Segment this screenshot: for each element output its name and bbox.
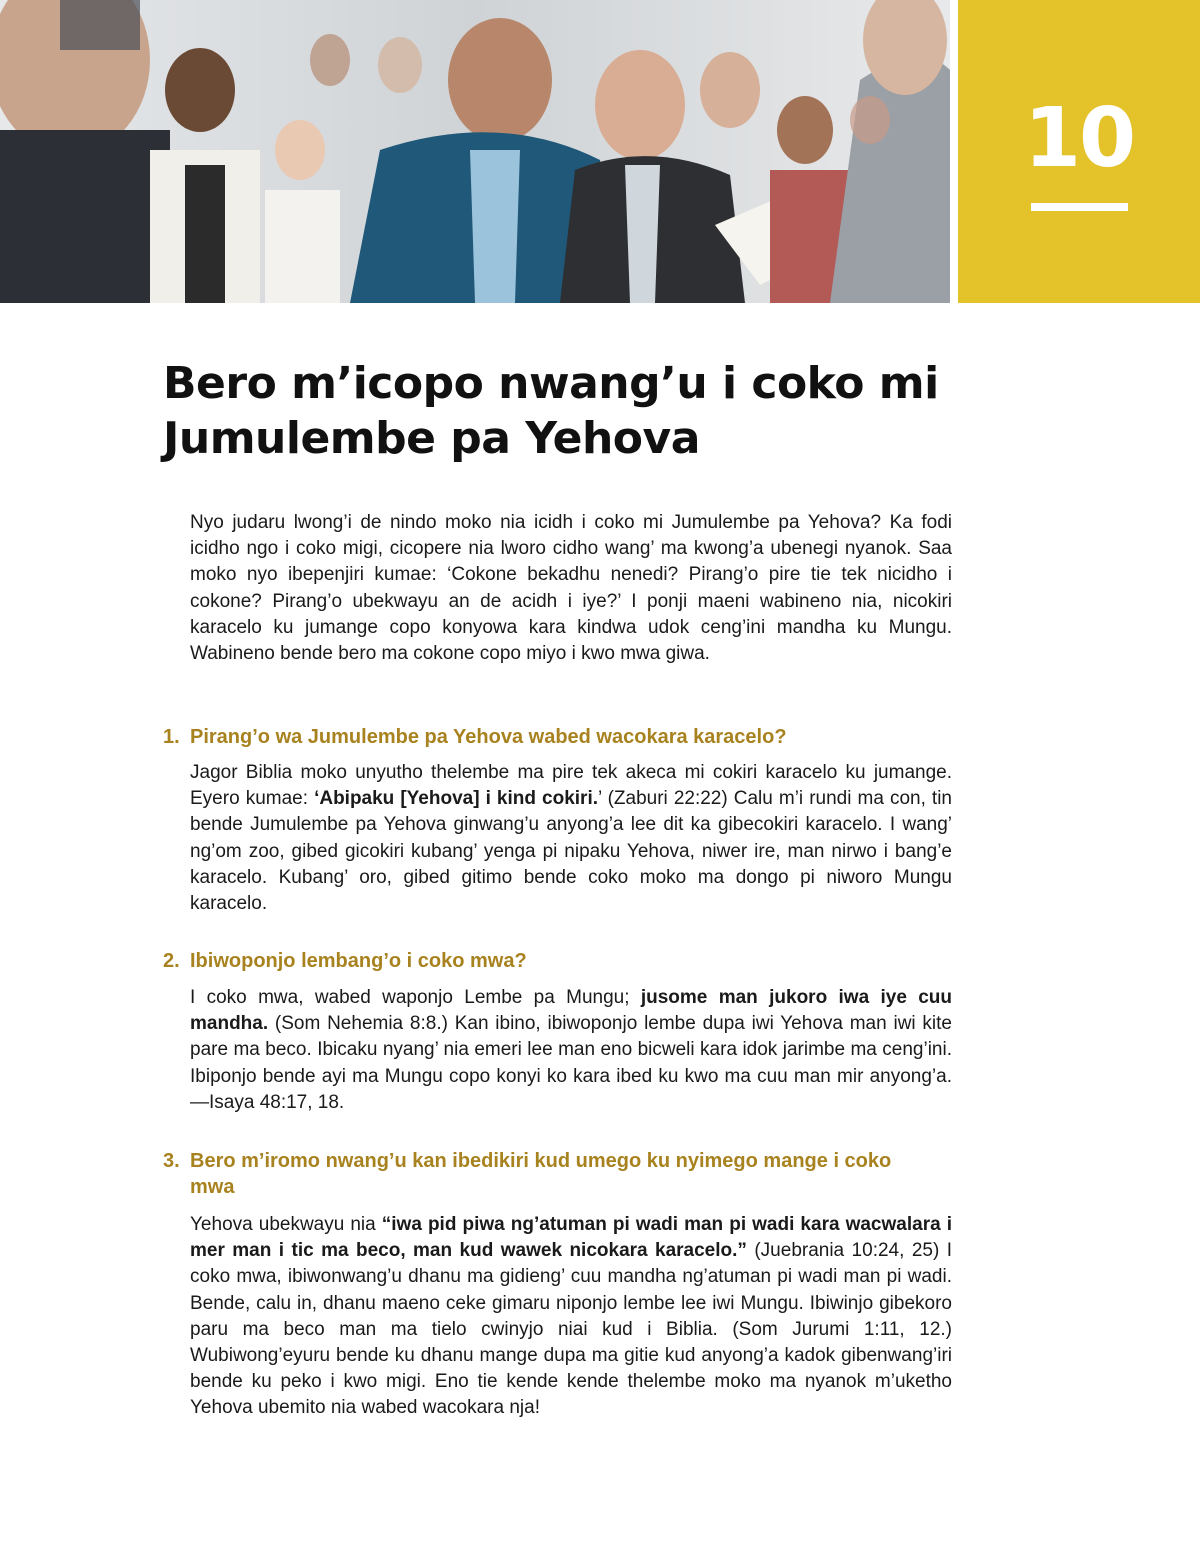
answer-text: (Som Nehemia 8:8.) Kan ibino, ibiwoponjo lembe dupa iwi Yehova man iwi kite pare ma beco. Ibicaku nyang’ nia emeri lee man eno bicweli kara idok jarimbe ma ceng’ini. Ibiponjo bende ayi ma Mungu copo konyi ko kara ibed ku kwo ma cuu man mir anyong’a.—Isaya 48:17, 18. — [190, 1013, 952, 1113]
answer-text: Jagor Biblia moko unyutho thelembe ma pire tek akeca mi cokiri karacelo ku jumange. Eyero kumae: — [190, 762, 952, 810]
question-number: 2. — [163, 950, 180, 972]
answer-text: Yehova ubekwayu nia — [190, 1214, 382, 1235]
chapter-number: 10 — [1023, 91, 1135, 186]
answer-text: I coko mwa, wabed waponjo Lembe pa Mungu; — [190, 987, 641, 1008]
chapter-badge — [958, 0, 1200, 303]
header-photo — [0, 0, 950, 303]
answer-emphasis: “iwa pid piwa ng’atuman pi wadi man pi wadi kara wacwalara i mer man i tic ma beco, man kud wawek nicokara karacelo.” — [190, 1214, 952, 1262]
answer-text: ’ (Zaburi 22:22) Calu m’i rundi ma con, tin bende Jumulembe pa Yehova ginwang’u anyong’a lee dit ka gibecokiri karacelo. I wang’ ng’om zoo, gibed gicokiri kubang’ yenga pi nipaku Yehova, niwer ire, man nirwo i bang’e karacelo. Kubang’ oro, gibed gitimo bende coko moko ma dongo pi niworo Mungu karacelo. — [190, 788, 953, 915]
question-number: 3. — [163, 1150, 180, 1172]
question-text: Pirang’o wa Jumulembe pa Yehova wabed wacokara karacelo? — [190, 726, 787, 748]
chapter-rule — [1031, 203, 1128, 211]
page-title: Bero m’icopo nwang’u i coko mi Jumulembe pa Yehova — [163, 358, 939, 464]
question-3 — [163, 1148, 953, 1200]
question-text: Ibiwoponjo lembang’o i coko mwa? — [190, 950, 527, 972]
answer-text: (Juebrania 10:24, 25) I coko mwa, ibiwonwang’u dhanu ma gidieng’ cuu mandha ng’atuman pi wadi man pi wadi. Bende, calu in, dhanu maeno ceke gimaru niponjo lembe lee iwi Mungu. Ibiwinjo gibekoro paru ma beco man ma tielo cwinyjo niai kud i Biblia. (Som Jurumi 1:11, 12.) Wubiwong’eyuru bende ku dhanu mange dupa ma gitie kud anyong’a kadok gibenwang’iri bende ku peko i kwo migi. Eno tie kende kende thelembe moko ma nyanok m’uketho Yehova ubemito nia wabed wacokara nja! — [190, 1240, 952, 1419]
answer-emphasis: jusome man jukoro iwa iye cuu mandha. — [190, 987, 952, 1035]
question-2 — [163, 948, 953, 974]
congregation-photo-icon — [0, 0, 950, 303]
question-1 — [163, 724, 953, 750]
answer-3 — [190, 1212, 952, 1422]
answer-emphasis: ‘Abipaku [Yehova] i kind cokiri. — [314, 788, 599, 810]
answer-2 — [190, 985, 952, 1116]
answer-1 — [190, 760, 952, 917]
question-number: 1. — [163, 726, 180, 748]
intro-paragraph: Nyo judaru lwong’i de nindo moko nia icidh i coko mi Jumulembe pa Yehova? Ka fodi icidho ngo i coko migi, cicopere nia lworo cidho wang’ ma kwong’a ubenegi nyanok. Saa moko nyo ibepenjiri kumae: ‘Cokone bekadhu nenedi? Pirang’o pire tie tek nicidho i cokone? Pirang’o ubekwayu an de acidh i iye?’ I ponji maeni wabineno nia, nicokiri karacelo ku jumange copo konyowa kara kindwa udok ceng’ini mandha ku Mungu. Wabineno bende bero ma cokone copo miyo i kwo mwa giwa. — [190, 512, 952, 665]
question-text: Bero m’iromo nwang’u kan ibedikiri kud umego ku nyimego mange i coko mwa — [190, 1150, 892, 1198]
